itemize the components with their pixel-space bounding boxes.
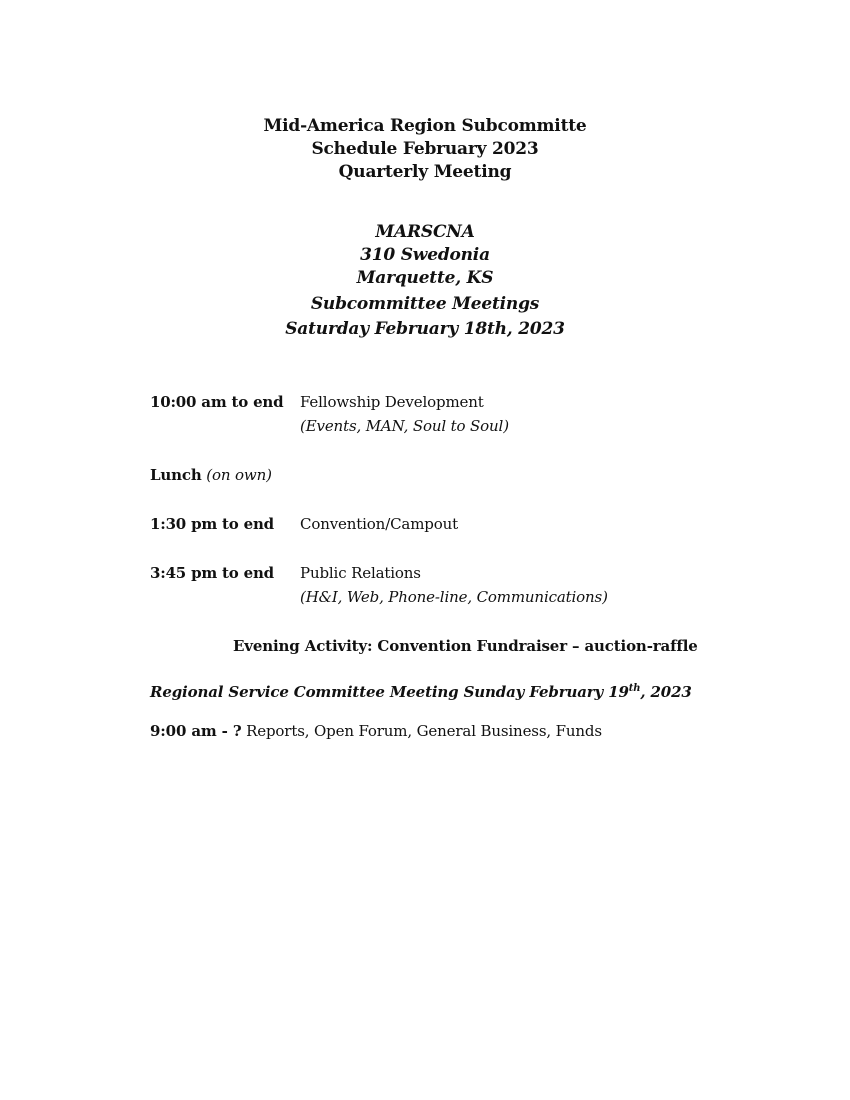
schedule-time-1: 10:00 am to end: [150, 393, 284, 411]
schedule-title-1: Fellowship Development: [300, 393, 484, 411]
subcommittee-meetings-label: Subcommittee Meetings: [310, 294, 540, 314]
rsc-suffix: , 2023: [640, 683, 692, 701]
header-title: Mid-America Region Subcommitte: [263, 116, 587, 136]
lunch-note: (on own): [206, 466, 272, 484]
rsc-meeting-heading: [150, 683, 692, 701]
location-street: 310 Swedonia: [360, 245, 490, 265]
header-schedule: Schedule February 2023: [311, 139, 539, 159]
schedule-detail-3: (H&I, Web, Phone-line, Communications): [300, 588, 608, 606]
sunday-agenda-row: [150, 722, 602, 740]
schedule-time-2: 1:30 pm to end: [150, 515, 274, 533]
header-meeting-type: Quarterly Meeting: [338, 162, 512, 182]
lunch-row: [150, 466, 272, 484]
lunch-label: Lunch: [150, 466, 202, 484]
schedule-time-3: 3:45 pm to end: [150, 564, 274, 582]
schedule-detail-1: (Events, MAN, Soul to Soul): [300, 417, 509, 435]
location-name: MARSCNA: [375, 222, 475, 242]
meeting-date: Saturday February 18th, 2023: [285, 319, 565, 339]
schedule-title-3: Public Relations: [300, 564, 421, 582]
rsc-prefix: Regional Service Committee Meeting Sunday February 19: [150, 683, 629, 701]
location-city: Marquette, KS: [356, 268, 494, 288]
sunday-agenda: Reports, Open Forum, General Business, Funds: [241, 722, 602, 740]
schedule-title-2: Convention/Campout: [300, 515, 459, 533]
evening-activity: Evening Activity: Convention Fundraiser – auction-raffle: [233, 637, 698, 655]
sunday-time: 9:00 am - ?: [150, 722, 242, 740]
rsc-ordinal: th: [628, 683, 641, 694]
